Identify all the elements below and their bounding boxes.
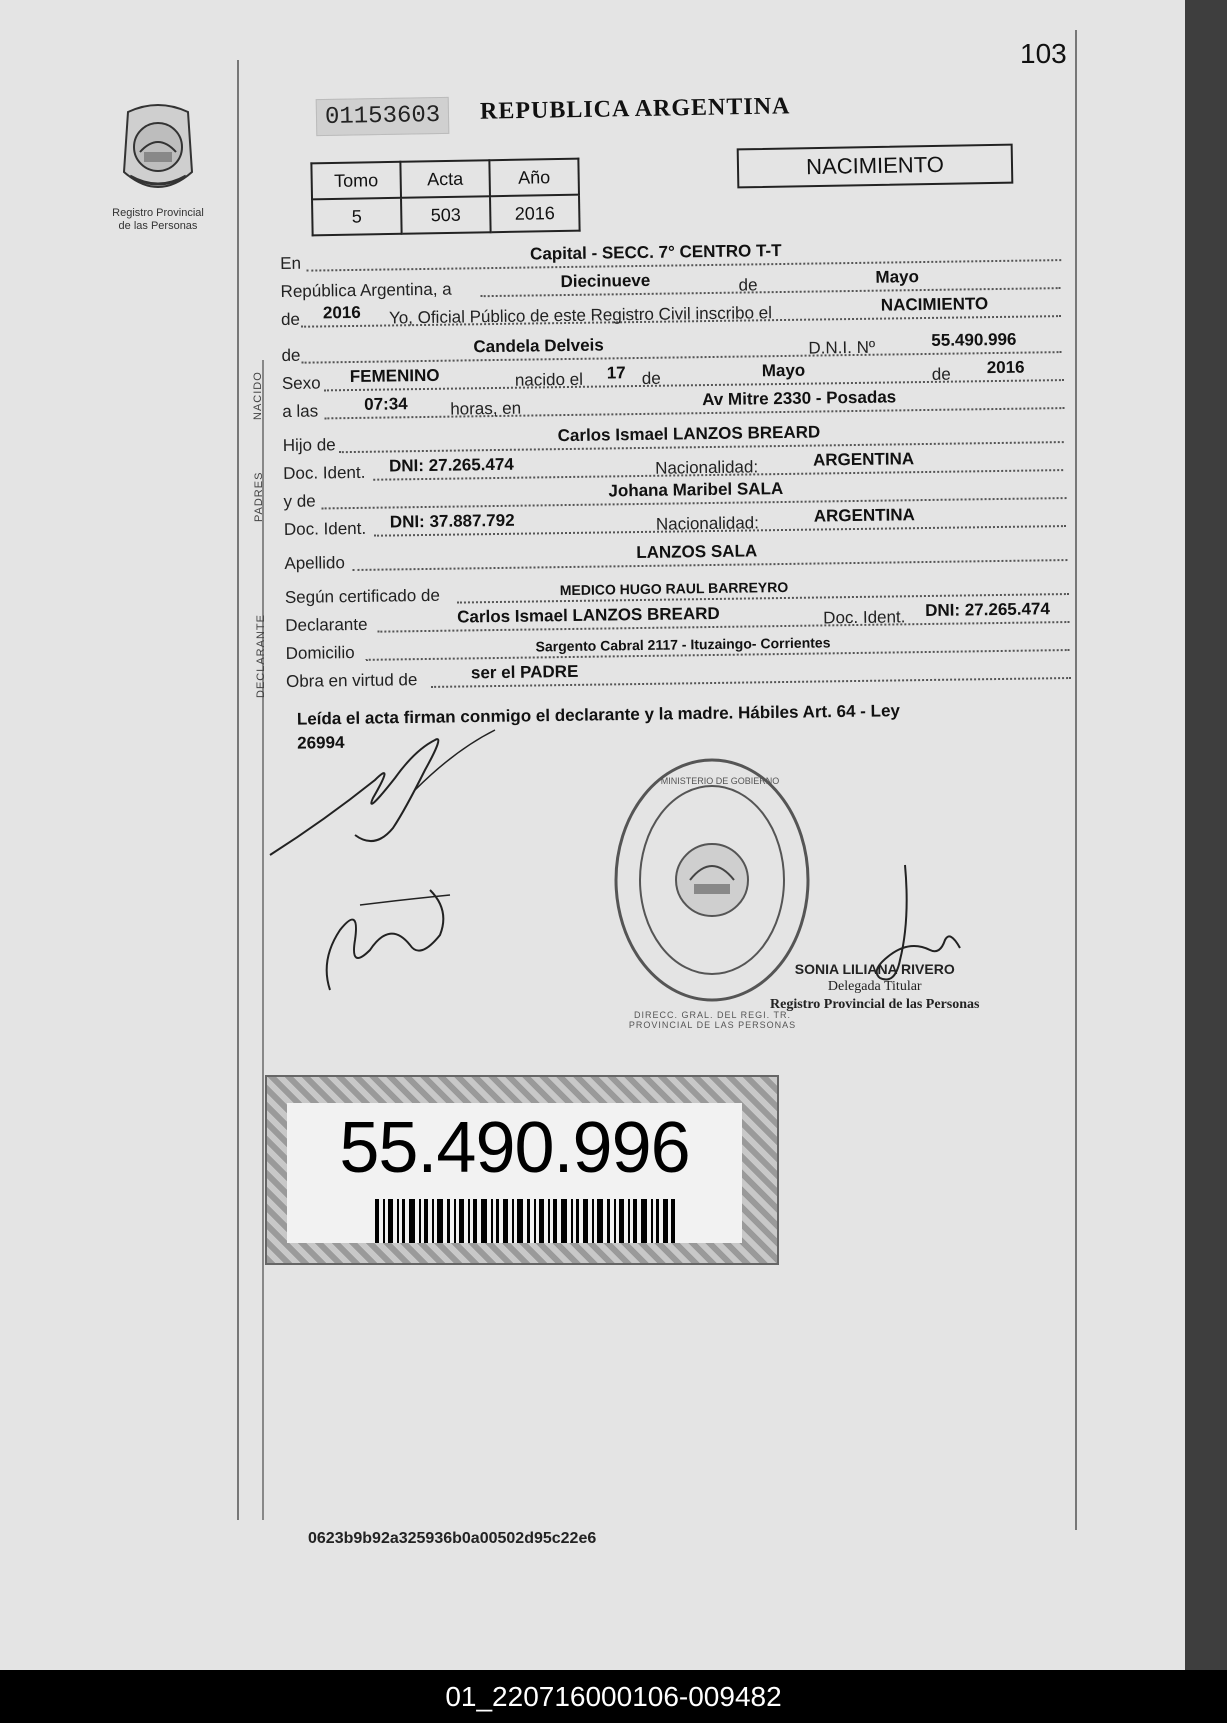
value-birth-year: 2016 [986,357,1025,378]
logo-caption-line1: Registro Provincial [112,207,204,219]
label-dni: D.N.I. Nº [808,337,876,358]
label-hijo: Hijo de [282,435,336,455]
value-mother-nat: ARGENTINA [813,505,915,526]
value-father-doc: DNI: 27.265.474 [388,454,514,476]
label-decl-doc: Doc. Ident. [823,607,906,628]
label-sexo: Sexo [281,373,321,393]
header-ano: Año [489,159,579,197]
official-office: Registro Provincial de las Personas [770,997,980,1012]
value-month: Mayo [875,267,920,287]
label-doc-ident: Doc. Ident. [283,462,366,483]
label-declarante: Declarante [285,614,368,635]
value-mother-name: Johana Maribel SALA [608,478,784,501]
document-hash: 0623b9b92a325936b0a00502d95c22e6 [308,1530,597,1547]
value-ano: 2016 [490,195,580,233]
section-label-declarante: DECLARANTE [255,614,267,698]
label-oficial: Yo, Oficial Público de este Registro Civil inscribo el [388,303,773,328]
value-act: NACIMIENTO [880,294,989,315]
registry-logo [108,102,208,233]
value-dni: 55.490.996 [931,329,1017,350]
dotted-line [324,407,1064,419]
value-obra: ser el PADRE [470,661,579,683]
official-block [770,960,979,1014]
label-obra: Obra en virtud de [285,670,418,691]
label-nacido: nacido el [514,369,584,390]
declarant-signature [265,720,515,870]
record-type-box: NACIMIENTO [737,144,1014,189]
record-table-header [311,159,579,200]
label-de5: de [931,364,951,384]
section-label-nacido: NACIDO [252,371,264,420]
label-republica: República Argentina, a [280,279,452,301]
label-de2: de [280,309,301,329]
label-apellido: Apellido [284,553,346,573]
row-apellido [284,537,1069,576]
label-nacionalidad: Nacionalidad: [654,457,759,478]
label-de4: de [641,368,661,388]
page-edge [1185,0,1227,1670]
official-name: SONIA LILIANA RIVERO [794,961,955,977]
label-domicilio: Domicilio [285,642,355,663]
value-location: Capital - SECC. 7° CENTRO T-T [529,240,782,264]
stamp-inner-text: MINISTERIO DE GOBIERNO [660,776,780,786]
page-number: 103 [1020,38,1067,69]
value-father-name: Carlos Ismael LANZOS BREARD [557,422,821,446]
birth-record-form [280,237,1071,694]
value-year: 2016 [322,302,361,323]
value-sexo: FEMENINO [349,365,440,387]
record-table-values [312,195,580,236]
label-de3: de [281,345,301,365]
mother-signature [300,850,480,1000]
value-decl-doc: DNI: 27.265.474 [924,599,1050,621]
section-label-padres: PADRES [253,471,265,522]
label-alas: a las [282,401,319,421]
value-apellido: LANZOS SALA [636,541,758,563]
closing-line2: 26994 [297,732,345,753]
record-table [310,158,580,237]
left-margin-line [237,60,239,1520]
label-certificado: Según certificado de [284,585,440,607]
barcode-label [287,1103,742,1243]
barcode-bars [375,1199,675,1243]
value-domicilio: Sargento Cabral 2117 - Ituzaingo- Corrientes [535,634,831,655]
value-child-name: Candela Delveis [473,335,604,357]
value-tomo: 5 [312,198,402,236]
form-margin-line [262,360,264,1520]
official-role: Delegada Titular [827,979,922,994]
value-birth-place: Av Mitre 2330 - Posadas [702,387,897,410]
value-day: Diecinueve [560,270,651,292]
value-birth-day: 17 [606,363,626,383]
value-birth-time: 07:34 [364,394,408,414]
value-declarante: Carlos Ismael LANZOS BREARD [457,603,720,627]
serial-number: 01153603 [316,97,450,136]
logo-caption-line2: de las Personas [118,220,198,232]
value-mother-doc: DNI: 37.887.792 [389,510,515,532]
label-de: de [738,275,758,295]
label-doc-ident: Doc. Ident. [283,518,367,539]
label-horas: horas, en [450,398,522,419]
value-birth-month: Mayo [761,360,806,381]
right-margin-line [1075,30,1077,1530]
value-acta: 503 [401,196,491,234]
label-en: En [280,253,302,273]
stamp-ring-text: DIRECC. GRAL. DEL REGI. TR. PROVINCIAL DE LAS PERSONAS [628,1010,797,1030]
label-nacionalidad: Nacionalidad: [655,513,760,534]
country-title: REPUBLICA ARGENTINA [479,93,791,125]
scan-id-footer: 01_220716000106-009482 [0,1670,1227,1723]
label-yde: y de [283,491,316,511]
header-tomo: Tomo [311,162,401,200]
closing-line1: Leída el acta firman conmigo el declarante y la madre. Hábiles Art. 64 - Ley [296,701,901,729]
value-certificado: MEDICO HUGO RAUL BARREYRO [559,578,789,599]
barcode-number: 55.490.996 [339,1108,690,1188]
header-acta: Acta [400,160,490,198]
provincial-seal-icon [116,102,200,202]
value-father-nat: ARGENTINA [812,449,915,470]
barcode-sticker [265,1075,779,1265]
